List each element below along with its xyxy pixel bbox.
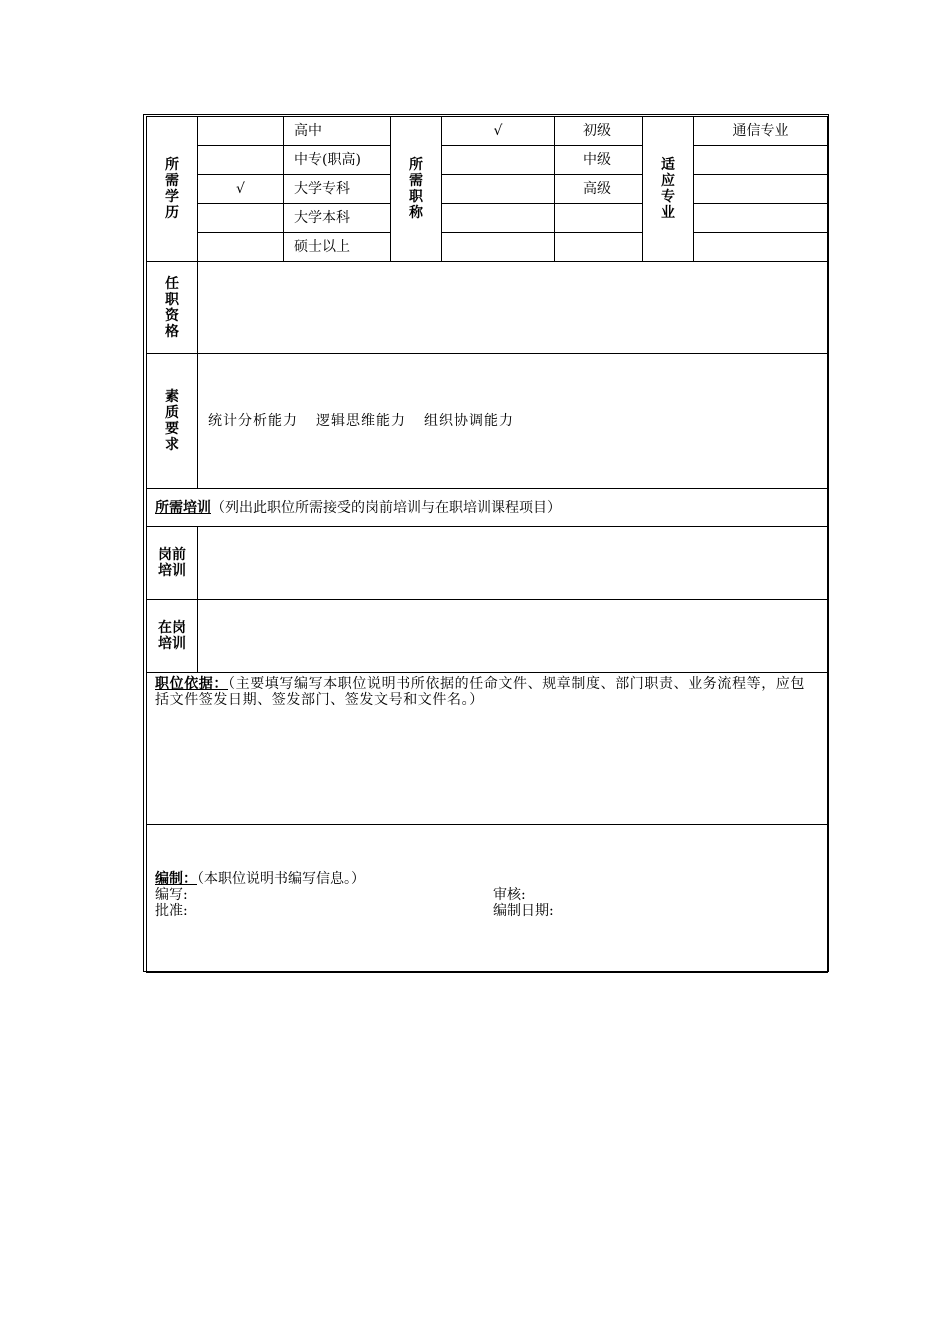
title-level-label bbox=[391, 117, 442, 262]
quality-item: 逻辑思维能力 bbox=[316, 413, 406, 429]
education-label-text: 所需学历 bbox=[165, 157, 179, 221]
education-row-4 bbox=[147, 204, 828, 233]
compile-reviewer-label: 审核: bbox=[493, 887, 526, 903]
major-value[interactable] bbox=[694, 175, 828, 204]
education-option: 高中 bbox=[284, 117, 391, 146]
training-heading-note: （列出此职位所需接受的岗前培训与在职培训课程项目） bbox=[211, 499, 561, 516]
compile-row bbox=[147, 825, 828, 973]
major-value[interactable] bbox=[694, 204, 828, 233]
pre-training-row bbox=[147, 527, 828, 600]
quality-value[interactable] bbox=[198, 354, 828, 489]
qualification-label-text: 任职资格 bbox=[165, 275, 179, 340]
education-row-3 bbox=[147, 175, 828, 204]
pre-training-label-line: 培训 bbox=[158, 563, 186, 579]
major-value[interactable]: 通信专业 bbox=[694, 117, 828, 146]
title-level-option: 中级 bbox=[555, 146, 643, 175]
title-level-option: 初级 bbox=[555, 117, 643, 146]
major-value[interactable] bbox=[694, 146, 828, 175]
title-level-option bbox=[555, 204, 643, 233]
education-option: 大学本科 bbox=[284, 204, 391, 233]
education-check[interactable] bbox=[198, 146, 284, 175]
title-level-check[interactable]: √ bbox=[442, 117, 555, 146]
education-row-2 bbox=[147, 146, 828, 175]
title-level-option bbox=[555, 233, 643, 262]
onjob-training-label-line: 培训 bbox=[158, 636, 186, 652]
education-option: 硕士以上 bbox=[284, 233, 391, 262]
title-level-check[interactable] bbox=[442, 233, 555, 262]
basis-heading: 职位依据： bbox=[155, 676, 228, 692]
compile-writer-label: 编写: bbox=[155, 887, 188, 903]
compile-cell[interactable] bbox=[147, 825, 828, 973]
basis-row bbox=[147, 673, 828, 825]
title-level-check[interactable] bbox=[442, 146, 555, 175]
education-check[interactable]: √ bbox=[198, 175, 284, 204]
basis-note: （主要填写编写本职位说明书所依据的任命文件、规章制度、部门职责、业务流程等，应包括文件签发日期、签发部门、签发文号和文件名。） bbox=[155, 676, 805, 708]
major-label-text: 适应专业 bbox=[661, 157, 675, 221]
onjob-training-label-line: 在岗 bbox=[158, 620, 186, 636]
onjob-training-value[interactable] bbox=[198, 600, 828, 673]
compile-date-label: 编制日期: bbox=[493, 903, 554, 919]
title-level-label-text: 所需职称 bbox=[409, 157, 423, 221]
quality-item: 统计分析能力 bbox=[208, 413, 298, 429]
onjob-training-label bbox=[147, 600, 198, 673]
major-label bbox=[643, 117, 694, 262]
quality-row bbox=[147, 354, 828, 489]
education-option: 大学专科 bbox=[284, 175, 391, 204]
title-level-check[interactable] bbox=[442, 204, 555, 233]
qualification-row bbox=[147, 262, 828, 354]
compile-note: （本职位说明书编写信息。） bbox=[197, 871, 365, 887]
quality-label bbox=[147, 354, 198, 489]
onjob-training-row bbox=[147, 600, 828, 673]
qualification-label bbox=[147, 262, 198, 354]
pre-training-label-line: 岗前 bbox=[158, 547, 186, 563]
education-check[interactable] bbox=[198, 233, 284, 262]
job-description-table bbox=[146, 116, 828, 973]
education-option: 中专(职高) bbox=[284, 146, 391, 175]
compile-approver-label: 批准: bbox=[155, 903, 188, 919]
pre-training-label bbox=[147, 527, 198, 600]
pre-training-value[interactable] bbox=[198, 527, 828, 600]
education-label bbox=[147, 117, 198, 262]
education-row-5 bbox=[147, 233, 828, 262]
quality-item: 组织协调能力 bbox=[424, 413, 514, 429]
qualification-value[interactable] bbox=[198, 262, 828, 354]
training-heading-title: 所需培训 bbox=[155, 499, 211, 516]
basis-cell[interactable] bbox=[147, 673, 828, 825]
title-level-check[interactable] bbox=[442, 175, 555, 204]
training-heading-row bbox=[147, 489, 828, 527]
education-row-1 bbox=[147, 117, 828, 146]
education-check[interactable] bbox=[198, 117, 284, 146]
major-value[interactable] bbox=[694, 233, 828, 262]
quality-label-text: 素质要求 bbox=[165, 389, 179, 453]
education-check[interactable] bbox=[198, 204, 284, 233]
compile-heading: 编制： bbox=[155, 871, 197, 887]
title-level-option: 高级 bbox=[555, 175, 643, 204]
training-heading bbox=[147, 489, 828, 527]
